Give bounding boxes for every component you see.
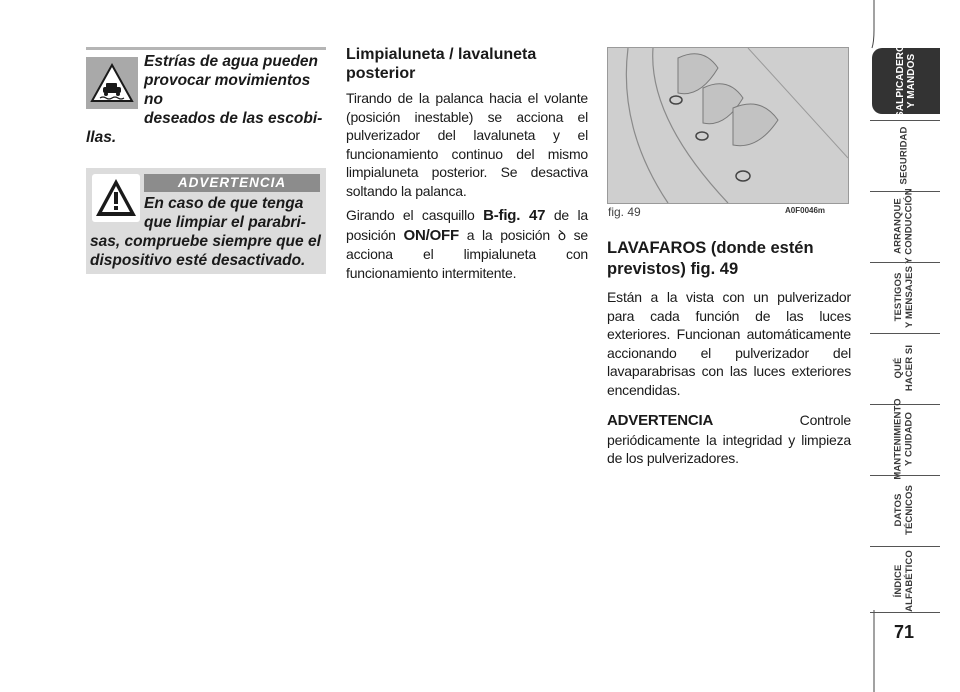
warning-label: ADVERTENCIA	[144, 174, 320, 192]
note-line-2: provocar movimientos no	[144, 72, 311, 108]
tab-label: SEGURIDAD	[898, 126, 910, 184]
on-off-label: ON/OFF	[403, 226, 459, 244]
headlamp-heading-line-1: LAVAFAROS (donde estén	[607, 239, 814, 257]
tab-divider	[870, 612, 940, 615]
note-text	[86, 52, 326, 147]
rear-wiper-p2-c: a la posición	[458, 226, 558, 243]
rear-wiper-paragraph-1: Tirando de la palanca hacia el volante (posición inestable) se acciona el pulverizador del lavaluneta y el funcionamiento continuo del mismo limpialuneta posterior. Se desactiva soltando la palanca.	[346, 90, 588, 199]
advertencia-inline: ADVERTENCIA	[607, 412, 714, 429]
warning-line-1: En caso de que tenga	[144, 195, 304, 212]
note-line-1: Estrías de agua pueden	[144, 53, 318, 70]
headlamp-p2-rest: Controle periódicamente la integridad y limpieza de los pulverizadores.	[607, 412, 851, 466]
tab-que-hacer-si[interactable]	[870, 335, 938, 401]
note-line-3: deseados de las escobi-	[144, 110, 323, 127]
tab-label: MANTENIMIENTO Y CUIDADO	[893, 398, 916, 480]
figure-caption: fig. 49	[608, 205, 641, 219]
tab-label: ÍNDICE ALFABÉTICO	[892, 550, 915, 612]
headlamp-washers-section	[607, 238, 851, 474]
rear-wiper-p2-d: se acciona el limpialuneta con funcionamiento intermitente.	[346, 226, 588, 281]
tab-label: ARRANQUE Y CONDUCCIÓN	[893, 188, 916, 264]
figure-49-image	[607, 47, 849, 204]
rear-wiper-heading-line-1: Limpialuneta / lavaluneta	[346, 46, 537, 63]
headlamp-paragraph-1: Están a la vista con un pulverizador para cada función de las luces exteriores. Funcionan automáticamente accionando el pulverizador del lavaparabrisas con las luces exteriores encendidas.	[607, 289, 851, 398]
tab-label: QUÉ HACER SI	[892, 344, 915, 392]
tab-salpicadero-y-mandos[interactable]	[872, 44, 940, 118]
warning-line-4: dispositivo esté desactivado.	[90, 252, 306, 269]
tab-mantenimiento-y-cuidado[interactable]	[870, 398, 938, 480]
rear-wiper-heading-line-2: posterior	[346, 65, 416, 82]
section-tabs	[870, 0, 960, 692]
tab-label: SALPICADERO Y MANDOS	[895, 44, 918, 118]
note-box	[86, 47, 326, 146]
tab-arranque-y-conduccion[interactable]	[870, 188, 938, 264]
fig-47-reference: B-fig. 47	[483, 207, 546, 224]
rear-wiper-p2-a: Girando el casquillo	[346, 207, 484, 223]
note-line-4: llas.	[86, 129, 117, 146]
tab-seguridad[interactable]	[870, 122, 938, 188]
rear-wiper-p2-b: de la posición	[346, 207, 588, 243]
warning-line-3: sas, compruebe siempre que el	[90, 233, 321, 250]
rear-wiper-section	[346, 45, 588, 288]
warning-line-2: que limpiar el parabri-	[144, 214, 306, 231]
tab-label: TESTIGOS Y MENSAJES	[892, 265, 915, 329]
figure-code: A0F0046m	[785, 206, 826, 215]
intermittent-wiper-icon: ꝺ	[557, 226, 566, 243]
headlamp-washers-heading	[607, 238, 851, 280]
tab-label: DATOS TÉCNICOS	[892, 485, 915, 535]
headlamp-paragraph-2	[607, 411, 851, 468]
tab-datos-tecnicos[interactable]	[870, 477, 938, 543]
warning-box	[86, 168, 326, 274]
headlamp-heading-line-2: previstos) fig. 49	[607, 260, 739, 278]
page-number: 71	[893, 622, 915, 642]
tab-testigos-y-mensajes[interactable]	[870, 264, 938, 330]
warning-text	[90, 194, 322, 270]
rear-wiper-paragraph-2	[346, 206, 588, 282]
rear-wiper-heading	[346, 45, 588, 83]
tab-indice-alfabetico[interactable]	[870, 548, 938, 614]
